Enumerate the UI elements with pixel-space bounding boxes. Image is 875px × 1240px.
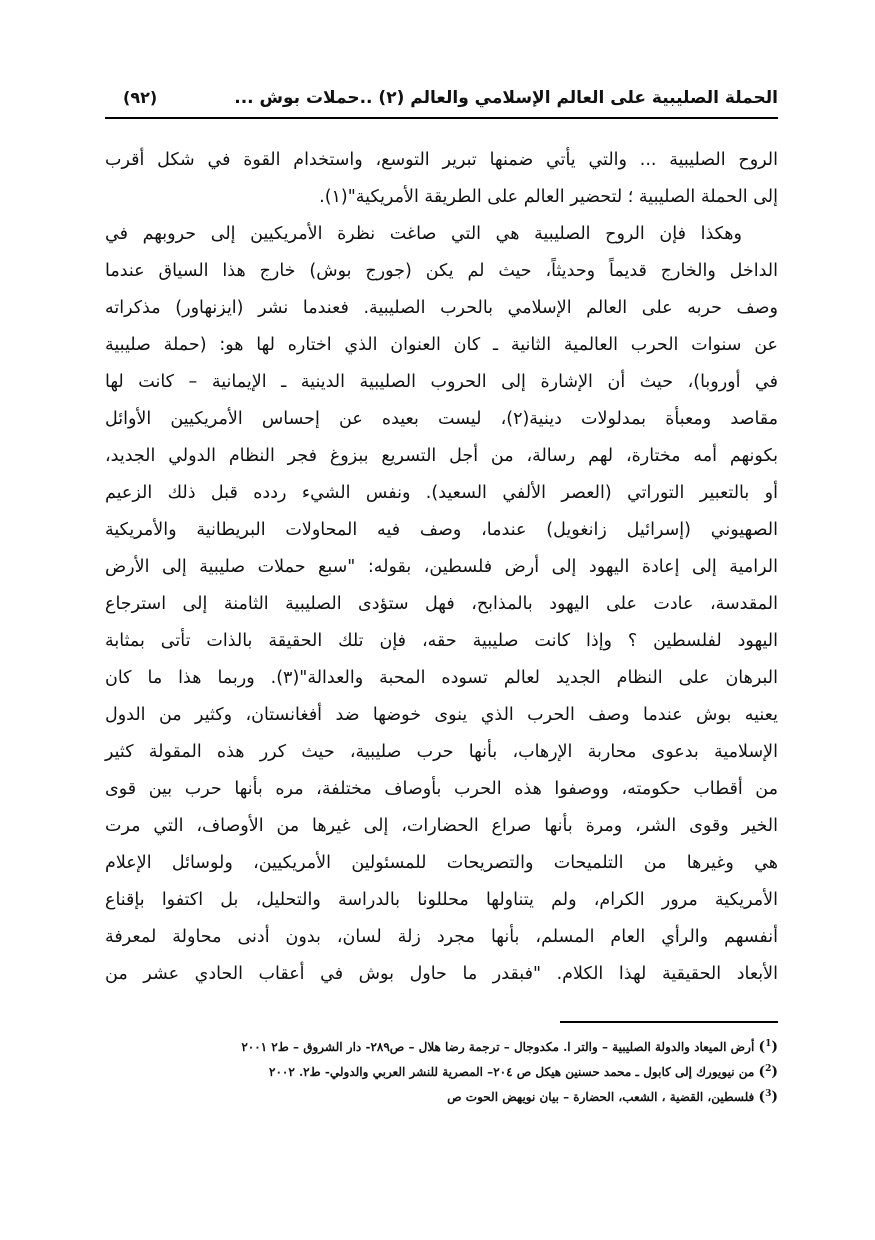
text-line: اليهود لفلسطين ؟ وإذا كانت صليبية حقه، فإن تلك الحقيقة بالذات تأتى بمثابة (105, 631, 778, 651)
text-line: البرهان على النظام الجديد لعالم تسوده المحبة والعدالة"(٣). وربما هذا ما كان (105, 668, 778, 688)
footnote-number: 1 (765, 1039, 772, 1049)
text-line: الأمريكية مرور الكرام، ولم يتناولها محللونا بالدراسة والتحليل، بل اكتفوا بإقناع (105, 890, 778, 910)
footnote-2: ($^2$) من نيويورك إلى كابول ـ محمد حسنين هيكل ص ٢٠٤– المصرية للنشر العربي والدولي- ط٢. ٢٠٠٢ (269, 1064, 778, 1080)
text-line: مقاصد ومعبأة بمدلولات دينية(٢)، ليست بعيده عن إحساس الأمريكيين الأوائل (105, 409, 779, 429)
text-line: الروح الصليبية ... والتي يأتي ضمنها تبرير التوسع، واستخدام القوة في شكل أقرب (105, 150, 778, 170)
text-line: الخير وقوى الشر، ومرة بأنها صراع الحضارات، إلى غيرها من الأوصاف، التي مرت (105, 816, 778, 836)
footnote-text: من نيويورك إلى كابول ـ محمد حسنين هيكل ص ٢٠٤– المصرية للنشر العربي والدولي- ط٢. ٢٠٠٢ (269, 1065, 755, 1079)
text-line: الصهيوني (إسرائيل زانغويل) عندما، وصف فيه المحاولات البريطانية والأمريكية (105, 520, 778, 540)
footnote-text: أرض الميعاد والدولة الصليبية – والتر ا. مكدوجال – ترجمة رضا هلال – ص٢٨٩- دار الشروق – ط٢ ٢٠٠١ (241, 1040, 755, 1054)
footnote-number: 2 (765, 1064, 772, 1074)
footnote-3: ($^3$) فلسطين، القضية ، الشعب، الحضارة – بيان نويهض الحوت ص (447, 1089, 778, 1105)
footnote-number: 3 (765, 1089, 772, 1099)
text-line: أنفسهم والرأي العام المسلم، بأنها مجرد زلة لسان، بدون أدنى محاولة لمعرفة (105, 927, 778, 947)
text-line: أو بالتعبير التوراتي (العصر الألفي السعيد). ونفس الشيء ردده قبل ذلك الزعيم (105, 483, 778, 503)
running-header (105, 86, 778, 116)
header-title: الحملة الصليبية على العالم الإسلامي والعالم (٢) ..حملات بوش ... (234, 88, 778, 108)
text-line: الداخل والخارج قديماً وحديثاً، حيث لم يكن (جورج بوش) خارج هذا السياق عندما (105, 261, 778, 281)
text-line: هي وغيرها من التلميحات والتصريحات للمسئولين الأمريكيين، ولوسائل الإعلام (105, 853, 778, 873)
text-line: الإسلامية بدعوى محاربة الإرهاب، بأنها حرب صليبية، حيث كرر هذه المقولة كثير (105, 742, 778, 762)
text-line: من أقطاب حكومته، ووصفوا هذه الحرب بأوصاف مختلفة، مره بأنها حرب بين قوى (105, 779, 778, 799)
footnote-text: فلسطين، القضية ، الشعب، الحضارة – بيان نويهض الحوت ص (447, 1090, 755, 1104)
text-line: الرامية إلى إعادة اليهود إلى أرض فلسطين، بقوله: "سبع حملات صليبية إلى الأرض (105, 557, 778, 577)
text-line: بكونهم أمه مختارة، لهم رسالة، من أجل التسريع ببزوغ فجر النظام الدولي الجديد، (105, 446, 778, 466)
text-line: إلى الحملة الصليبية ؛ لتحضير العالم على الطريقة الأمريكية"(١). (319, 187, 778, 207)
text-line: يعنيه بوش عندما وصف الحرب الذي ينوى خوضها ضد أفغانستان، وكثير من الدول (105, 705, 778, 725)
footnote-1: ($^1$) أرض الميعاد والدولة الصليبية – والتر ا. مكدوجال – ترجمة رضا هلال – ص٢٨٩- دار الشروق – ط٢ ٢٠٠١ (241, 1039, 778, 1055)
body-text (105, 145, 778, 996)
page-number: (٩٢) (123, 88, 158, 107)
footnotes (105, 1033, 778, 1108)
text-line: وهكذا فإن الروح الصليبية هي التي صاغت نظرة الأمريكيين إلى حروبهم في (105, 224, 742, 244)
text-line: في أوروبا)، حيث أن الإشارة إلى الحروب الصليبية الدينية ـ الإيمانية – كانت لها (105, 372, 778, 392)
text-line: وصف حربه على العالم الإسلامي بالحرب الصليبية. فعندما نشر (ايزنهاور) مذكراته (105, 298, 778, 318)
text-line: عن سنوات الحرب العالمية الثانية ـ كان العنوان الذي اختاره لها هو: (حملة صليبية (105, 335, 778, 355)
text-line: الأبعاد الحقيقية لهذا الكلام. "فبقدر ما حاول بوش في أعقاب الحادي عشر من (105, 964, 778, 984)
footnote-rule (560, 1021, 778, 1023)
text-line: المقدسة، عادت على اليهود بالمذابح، فهل ستؤدى الصليبية الثامنة إلى استرجاع (105, 594, 778, 614)
header-rule (105, 117, 778, 119)
